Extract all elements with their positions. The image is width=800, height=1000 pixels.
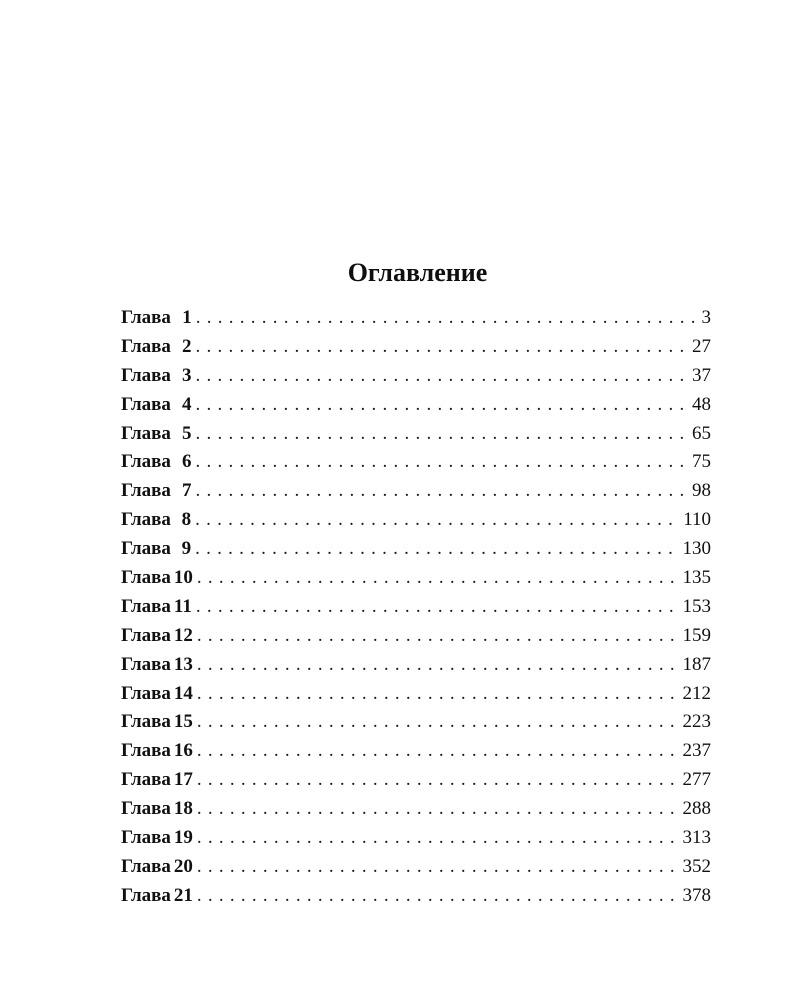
toc-dot-leader	[195, 420, 689, 449]
toc-entry	[121, 824, 711, 853]
toc-dot-leader	[195, 535, 679, 564]
toc-dot-leader	[196, 593, 680, 622]
toc-entry	[121, 737, 711, 766]
toc-entry	[121, 853, 711, 882]
toc-entry-number: 14	[173, 682, 193, 704]
toc-entry-label: Глава	[121, 740, 171, 762]
toc-entry-number: 18	[173, 798, 193, 820]
toc-entry-label: Глава	[121, 364, 171, 386]
toc-entry-label: Глава	[121, 769, 171, 791]
toc-entry	[121, 506, 711, 535]
toc-dot-leader	[197, 564, 680, 593]
toc-entry-number: 20	[173, 855, 193, 877]
toc-entry	[121, 651, 711, 680]
toc-dot-leader	[195, 506, 680, 535]
toc-entry-label: Глава	[121, 509, 171, 531]
toc-entry-page: 159	[682, 624, 711, 646]
toc-entry-page: 65	[692, 422, 711, 444]
toc-entry-number: 13	[173, 653, 193, 675]
toc-dot-leader	[195, 362, 689, 391]
toc-title: Оглавление	[347, 258, 488, 287]
toc-entry-label: Глава	[121, 595, 171, 617]
toc-entry-label: Глава	[121, 538, 171, 560]
toc-entry-label: Глава	[121, 798, 171, 820]
toc-dot-leader	[195, 333, 689, 362]
toc-dot-leader	[197, 882, 680, 911]
toc-entry-number: 9	[181, 538, 192, 560]
toc-dot-leader	[197, 737, 680, 766]
toc-entry-number: 1	[182, 307, 192, 328]
toc-entry	[121, 766, 711, 795]
toc-entry-number: 5	[181, 422, 192, 444]
toc-entry	[121, 535, 711, 564]
toc-dot-leader	[197, 824, 680, 853]
toc-entry	[121, 882, 711, 911]
toc-entry-label: Глава	[121, 624, 171, 646]
toc-entry-label: Глава	[121, 422, 171, 444]
toc-entry-label: Глава	[121, 884, 171, 906]
toc-entry-label: Глава	[121, 567, 171, 589]
toc-entry	[121, 420, 711, 449]
toc-entry	[121, 795, 711, 824]
toc-entry-page: 153	[682, 595, 711, 617]
toc-entry-page: 352	[682, 855, 711, 877]
toc-dot-leader	[197, 651, 680, 680]
toc-dot-leader	[195, 391, 689, 420]
toc-entry-page: 313	[682, 827, 711, 849]
toc-dot-leader	[197, 622, 680, 651]
toc-entry	[121, 477, 711, 506]
toc-entry-number: 16	[173, 740, 193, 762]
toc-entry-label: Глава	[121, 307, 171, 328]
toc-entry-page: 277	[682, 769, 711, 791]
toc-entry-number: 8	[181, 509, 192, 531]
toc-entry-label: Глава	[121, 653, 171, 675]
toc-entry	[121, 680, 711, 709]
toc-dot-leader	[197, 853, 680, 882]
toc-entry-label: Глава	[121, 855, 171, 877]
toc-entry-number: 12	[173, 624, 193, 646]
toc-list	[121, 304, 711, 911]
toc-entry	[121, 448, 711, 477]
toc-dot-leader	[195, 477, 689, 506]
toc-entry-page: 110	[683, 509, 711, 531]
toc-entry	[121, 333, 711, 362]
toc-entry-number: 15	[173, 711, 193, 733]
toc-dot-leader	[196, 304, 699, 333]
toc-entry-number: 17	[173, 769, 193, 791]
toc-entry-number: 10	[173, 567, 193, 589]
toc-entry-page: 212	[682, 682, 711, 704]
toc-entry-page: 223	[682, 711, 711, 733]
toc-entry-number: 21	[173, 884, 193, 906]
toc-entry-page: 187	[682, 653, 711, 675]
toc-entry-number: 3	[181, 364, 192, 386]
toc-entry-page: 130	[682, 538, 711, 560]
toc-entry	[121, 593, 711, 622]
toc-entry-number: 2	[181, 335, 192, 357]
toc-entry	[121, 708, 711, 737]
toc-dot-leader	[197, 795, 680, 824]
toc-dot-leader	[197, 708, 680, 737]
toc-entry	[121, 622, 711, 651]
toc-entry-page: 3	[701, 307, 711, 328]
toc-entry-number: 6	[181, 451, 192, 473]
toc-entry	[121, 564, 711, 593]
toc-entry	[121, 304, 711, 333]
toc-entry-number: 11	[173, 595, 192, 617]
toc-entry-page: 75	[692, 451, 711, 473]
toc-entry-page: 48	[692, 393, 711, 415]
toc-dot-leader	[195, 448, 689, 477]
toc-entry-label: Глава	[121, 827, 171, 849]
toc-entry-page: 378	[682, 884, 711, 906]
toc-entry-label: Глава	[121, 451, 171, 473]
toc-entry-label: Глава	[121, 682, 171, 704]
toc-entry-label: Глава	[121, 711, 171, 733]
toc-entry-page: 27	[692, 335, 711, 357]
toc-entry-page: 237	[682, 740, 711, 762]
toc-entry	[121, 362, 711, 391]
toc-entry	[121, 391, 711, 420]
toc-entry-number: 7	[181, 480, 192, 502]
toc-entry-number: 4	[181, 393, 192, 415]
toc-entry-number: 19	[173, 827, 193, 849]
toc-entry-label: Глава	[121, 335, 171, 357]
toc-entry-page: 37	[692, 364, 711, 386]
toc-entry-label: Глава	[121, 393, 171, 415]
toc-entry-page: 288	[682, 798, 711, 820]
toc-entry-page: 98	[692, 480, 711, 502]
toc-entry-page: 135	[682, 567, 711, 589]
toc-dot-leader	[197, 766, 680, 795]
toc-entry-label: Глава	[121, 480, 171, 502]
toc-dot-leader	[197, 680, 680, 709]
